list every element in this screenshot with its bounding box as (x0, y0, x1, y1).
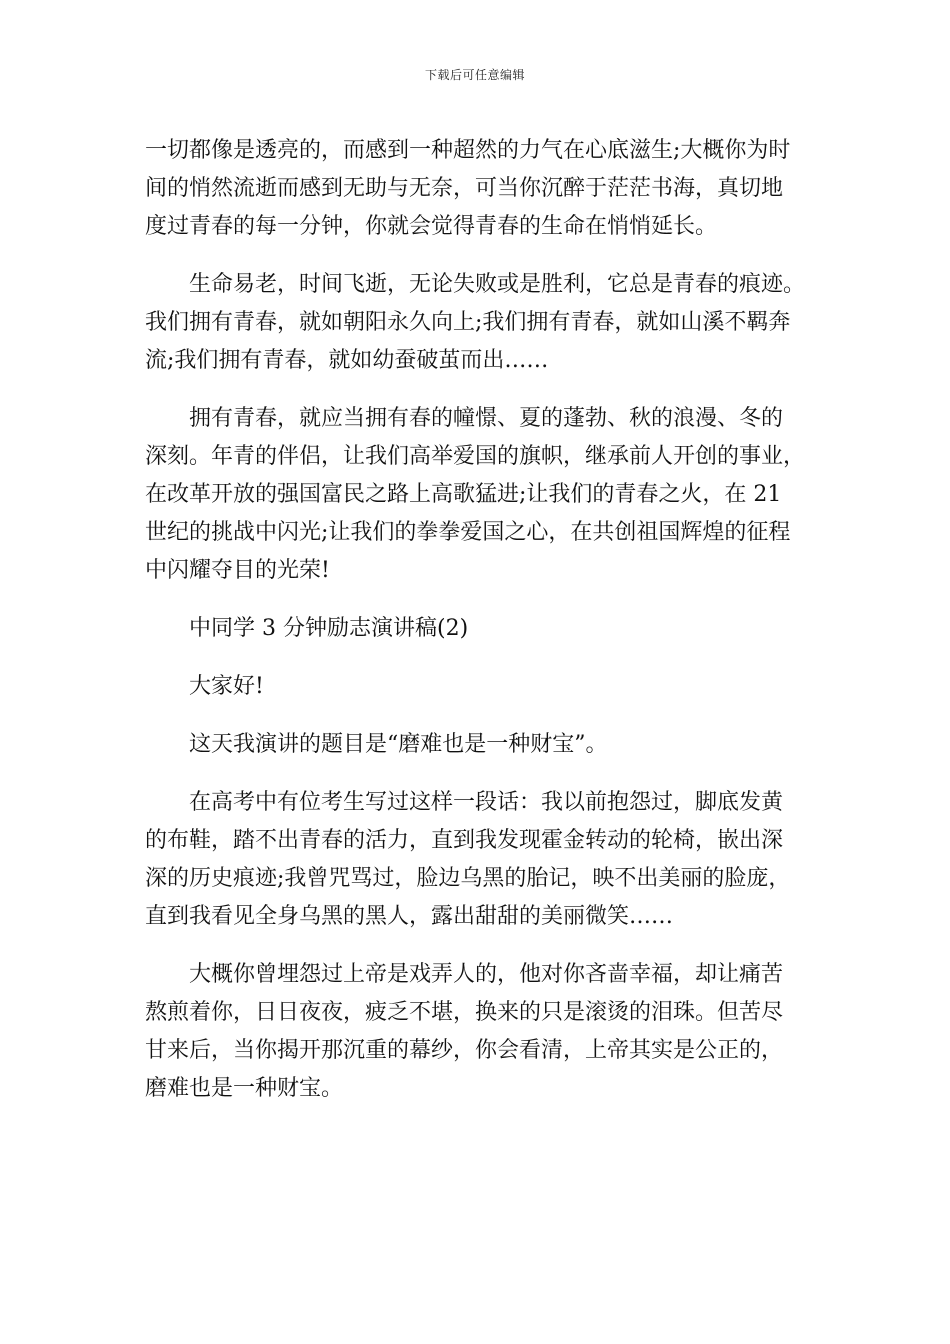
text-line: 我们拥有青春，就如朝阳永久向上;我们拥有青春，就如山溪不羁奔 (145, 310, 791, 335)
text-line: 的布鞋，踏不出青春的活力，直到我发现霍金转动的轮椅，嵌出深 (145, 828, 784, 853)
text-line: 中闪耀夺目的光荣! (145, 558, 330, 583)
section-title: 中同学 3 分钟励志演讲稿(2) (189, 616, 469, 641)
paragraph-first-line: 在高考中有位考生写过这样一段话：我以前抱怨过，脚底发黄 (189, 790, 784, 815)
header-note: 下载后可任意编辑 (424, 68, 525, 82)
text-line: 世纪的挑战中闪光;让我们的拳拳爱国之心，在共创祖国辉煌的征程 (145, 520, 791, 545)
speech-topic: 这天我演讲的题目是“磨难也是一种财宝”。 (189, 732, 608, 757)
text-line: 间的悄然流逝而感到无助与无奈，可当你沉醉于茫茫书海，真切地 (145, 176, 784, 201)
paragraph-first-line: 大概你曾埋怨过上帝是戏弄人的，他对你吝啬幸福，却让痛苦 (189, 962, 784, 987)
text-line: 熬煎着你，日日夜夜，疲乏不堪，换来的只是滚烫的泪珠。但苦尽 (145, 1000, 784, 1025)
paragraph-first-line: 拥有青春，就应当拥有春的幢憬、夏的蓬勃、秋的浪漫、冬的 (189, 406, 784, 431)
text-line: 度过青春的每一分钟，你就会觉得青春的生命在悄悄延长。 (145, 214, 718, 239)
text-line: 甘来后，当你揭开那沉重的幕纱，你会看清，上帝其实是公正的， (145, 1038, 784, 1063)
text-line: 磨难也是一种财宝。 (145, 1076, 344, 1101)
greeting: 大家好! (189, 674, 264, 699)
document-body (145, 132, 807, 1108)
paragraph-first-line: 生命易老，时间飞逝，无论失败或是胜利，它总是青春的痕迹。 (189, 272, 806, 297)
text-line: 深刻。年青的伴侣，让我们高举爱国的旗帜，继承前人开创的事业， (145, 444, 806, 469)
text-line: 深的历史痕迹;我曾咒骂过，脸边乌黑的胎记，映不出美丽的脸庞， (145, 866, 791, 891)
text-line: 直到我看见全身乌黑的黑人，露出甜甜的美丽微笑…… (145, 904, 674, 929)
text-line: 流;我们拥有青春，就如幼蚕破茧而出…… (145, 348, 549, 373)
text-line: 一切都像是透亮的，而感到一种超然的力气在心底滋生;大概你为时 (145, 138, 791, 163)
text-line: 在改革开放的强国富民之路上高歌猛进;让我们的青春之火，在 21 (145, 482, 782, 507)
